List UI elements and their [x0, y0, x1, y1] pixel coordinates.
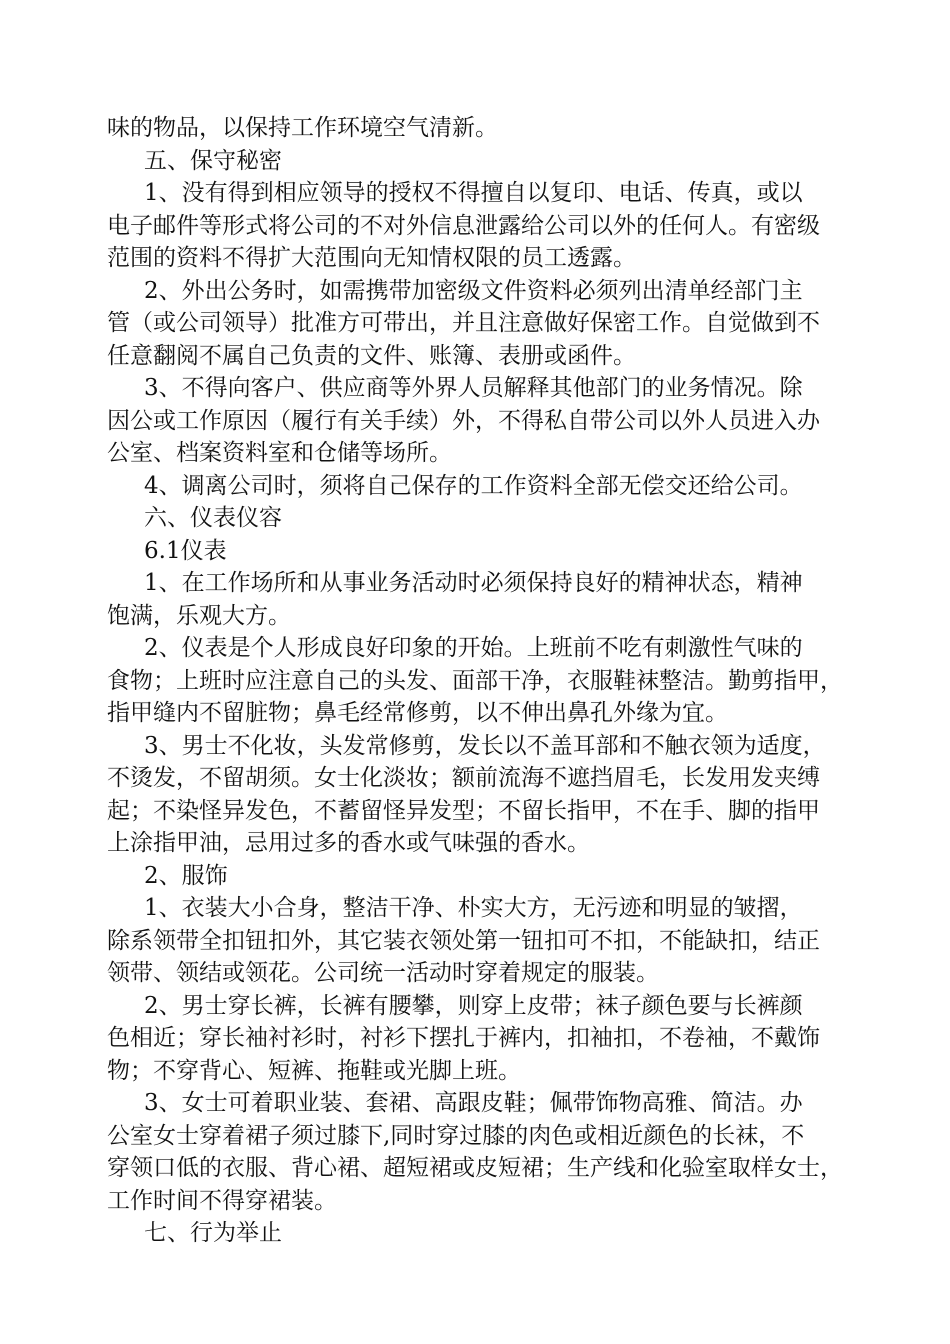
body-text-line: 除系领带全扣钮扣外，其它装衣领处第一钮扣可不扣，不能缺扣，结正 — [107, 927, 820, 954]
body-text-line: 领带、领结或领花。公司统一活动时穿着规定的服装。 — [107, 960, 659, 986]
body-text-line: 食物；上班时应注意自己的头发、面部干净，衣服鞋袜整洁。勤剪指甲， — [107, 667, 843, 694]
numbered-paragraph-start: 1、没有得到相应领导的授权不得擅自以复印、电话、传真，或以 — [144, 180, 803, 206]
body-text-line: 味的物品，以保持工作环境空气清新。 — [107, 115, 498, 141]
body-text-line: 电子邮件等形式将公司的不对外信息泄露给公司以外的任何人。有密级 — [107, 212, 820, 239]
numbered-paragraph-start: 3、男士不化妆，头发常修剪，发长以不盖耳部和不触衣领为适度， — [144, 732, 826, 759]
body-text-line: 任意翻阅不属自己负责的文件、账簿、表册或函件。 — [107, 342, 636, 369]
numbered-paragraph-start: 3、女士可着职业装、套裙、高跟皮鞋；佩带饰物高雅、简洁。办 — [144, 1090, 803, 1116]
section-heading: 七、行为举止 — [144, 1220, 282, 1246]
body-text-line: 物；不穿背心、短裤、拖鞋或光脚上班。 — [107, 1057, 521, 1084]
numbered-paragraph-start: 4、调离公司时，须将自己保存的工作资料全部无偿交还给公司。 — [144, 472, 803, 499]
body-text-line: 上涂指甲油，忌用过多的香水或气味强的香水。 — [107, 830, 590, 856]
numbered-paragraph-start: 1、衣装大小合身，整洁干净、朴实大方，无污迹和明显的皱摺， — [144, 895, 803, 921]
body-text-line: 工作时间不得穿裙装。 — [107, 1187, 337, 1214]
body-text-line: 色相近；穿长袖衬衫时，衬衫下摆扎于裤内，扣袖扣，不卷袖，不戴饰 — [107, 1025, 820, 1051]
body-text-line: 公室女士穿着裙子须过膝下,同时穿过膝的肉色或相近颜色的长袜，不 — [107, 1122, 805, 1149]
body-text-line: 范围的资料不得扩大范围向无知情权限的员工透露。 — [107, 245, 636, 271]
body-text-line: 指甲缝内不留脏物；鼻毛经常修剪，以不伸出鼻孔外缘为宜。 — [107, 700, 728, 726]
body-text-line: 因公或工作原因（履行有关手续）外，不得私自带公司以外人员进入办 — [107, 407, 820, 434]
section-heading: 五、保守秘密 — [144, 147, 282, 174]
document-body — [107, 112, 852, 1250]
body-text-line: 起；不染怪异发色，不蓄留怪异发型；不留长指甲，不在手、脚的指甲 — [107, 797, 820, 824]
numbered-paragraph-start: 3、不得向客户、供应商等外界人员解释其他部门的业务情况。除 — [144, 375, 803, 401]
body-text-line: 不烫发，不留胡须。女士化淡妆；额前流海不遮挡眉毛，长发用发夹缚 — [107, 765, 820, 791]
section-heading: 2、服饰 — [144, 862, 228, 889]
numbered-paragraph-start: 2、男士穿长裤，长裤有腰攀，则穿上皮带；袜子颜色要与长裤颜 — [144, 992, 803, 1019]
numbered-paragraph-start: 1、在工作场所和从事业务活动时必须保持良好的精神状态，精神 — [144, 570, 803, 596]
body-text-line: 饱满，乐观大方。 — [107, 602, 291, 629]
numbered-paragraph-start: 2、仪表是个人形成良好印象的开始。上班前不吃有刺激性气味的 — [144, 635, 803, 661]
body-text-line: 公室、档案资料室和仓储等场所。 — [107, 440, 452, 466]
numbered-paragraph-start: 2、外出公务时，如需携带加密级文件资料必须列出清单经部门主 — [144, 277, 803, 304]
section-heading: 6.1仪表 — [144, 537, 227, 564]
body-text-line: 管（或公司领导）批准方可带出，并且注意做好保密工作。自觉做到不 — [107, 310, 820, 336]
body-text-line: 穿领口低的衣服、背心裙、超短裙或皮短裙；生产线和化验室取样女士， — [107, 1155, 843, 1181]
section-heading: 六、仪表仪容 — [144, 505, 282, 531]
